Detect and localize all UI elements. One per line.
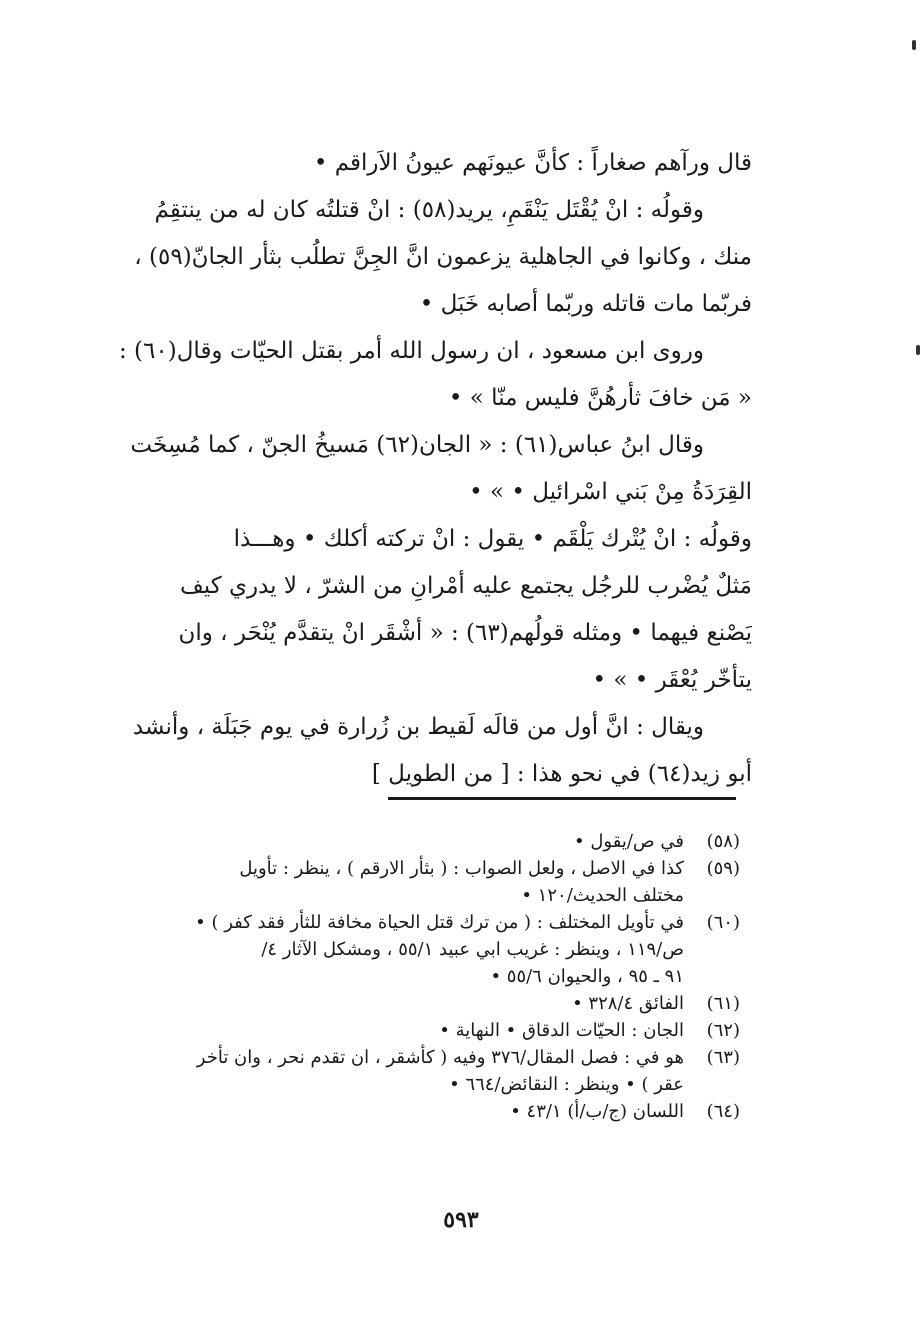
- footnote: [80, 1098, 740, 1125]
- text-line: مَثلٌ يُضْرب للرجُل يجتمع عليه أمْرانِ من الشرّ ، لا يدري كيف: [179, 573, 752, 599]
- footnote-number: (٦٣): [706, 1047, 740, 1068]
- text-line: وقال ابنُ عباس(٦١) : « الجان(٦٢) مَسيخُ الجنّ ، كما مُسِخَت: [130, 432, 704, 458]
- text-line: يَصْنع فيهما • ومثله قولُهم(٦٣) : « أشْقَر انْ يتقدَّم يُنْحَر ، وان: [178, 620, 752, 646]
- footnote-number: (٦٢): [706, 1020, 740, 1041]
- footnote: [80, 828, 740, 855]
- footnote-number: (٥٩): [706, 858, 740, 879]
- footnote-line: اللسان (ج/ب/أ) ٤٣/١ •: [510, 1101, 684, 1122]
- footnote-number: (٦٤): [706, 1101, 740, 1122]
- text-line: قال ورآهم صغاراً : كأنَّ عيونَهم عيونُ الاَراقم •: [313, 150, 752, 176]
- text-line: « مَن خافَ ثأرهُنَّ فليس منّا » •: [448, 385, 752, 411]
- footnote-number: (٦١): [706, 993, 740, 1014]
- footnote: [80, 909, 740, 990]
- footnote: [80, 1044, 740, 1098]
- text-line: وقولُه : انْ يُتْرك يَلْقَم • يقول : انْ تركته أكلك • وهـــذا: [233, 526, 752, 552]
- text-line: وقولُه : انْ يُقْتَل يَنْقَمِ، يريد(٥٨) : انْ قتلتُه كان له من ينتقِمُ: [154, 197, 704, 223]
- footnote-separator: [388, 797, 736, 800]
- scan-edge-mark: [912, 40, 916, 50]
- footnote-line: في ص/يقول •: [574, 831, 684, 852]
- text-line: يتأخّر يُعْقَر • » •: [592, 667, 752, 693]
- footnote-line: الفائق ٣٢٨/٤ •: [572, 993, 684, 1014]
- text-line: أبو زيد(٦٤) في نحو هذا : [ من الطويل ]: [371, 761, 752, 787]
- footnote-line: عقر ) • وينظر : النقائض/٦٦٤ •: [449, 1074, 684, 1095]
- page-number: ٥٩٣: [443, 1207, 479, 1233]
- footnote-line: في تأويل المختلف : ( من ترك قتل الحياة مخافة للثأر فقد كفر ) •: [195, 912, 684, 933]
- scan-edge-mark: [916, 345, 920, 355]
- main-text: [80, 140, 752, 798]
- footnote-number: (٥٨): [706, 831, 740, 852]
- footnote-line: هو في : فصل المقال/٣٧٦ وفيه ( كأشقر ، ان تقدم نحر ، وان تأخر: [196, 1047, 684, 1068]
- footnote: [80, 855, 740, 909]
- text-line: منك ، وكانوا في الجاهلية يزعمون انَّ الجِنَّ تطلُب بثأر الجانّ(٥٩) ،: [134, 244, 752, 270]
- text-line: ويقال : انَّ أول من قالَه لَقيط بن زُرارة في يوم جَبَلَة ، وأنشد: [132, 714, 704, 740]
- footnote-line: ص/١١٩ ، وينظر : غريب ابي عبيد ٥٥/١ ، ومشكل الآثار ٤/: [261, 939, 684, 960]
- text-line: القِرَدَةُ مِنْ بَني اسْرائيل • » •: [469, 479, 752, 505]
- footnote-line: مختلف الحديث/١٢٠ •: [521, 885, 684, 906]
- text-line: فربّما مات قاتله وربّما أصابه خَبَل •: [419, 291, 752, 317]
- text-line: وروى ابن مسعود ، ان رسول الله أمر بقتل الحيّات وقال(٦٠) :: [118, 338, 704, 364]
- footnote-number: (٦٠): [706, 912, 740, 933]
- footnote: [80, 990, 740, 1017]
- footnote-line: كذا في الاصل ، ولعل الصواب : ( بثأر الارقم ) ، ينظر : تأويل: [239, 858, 684, 879]
- footnote-line: الجان : الحيّات الدقاق • النهاية •: [439, 1020, 684, 1041]
- footnote-line: ٩١ ـ ٩٥ ، والحيوان ٥٥/٦ •: [490, 966, 684, 987]
- footnotes: [80, 828, 740, 1125]
- footnote: [80, 1017, 740, 1044]
